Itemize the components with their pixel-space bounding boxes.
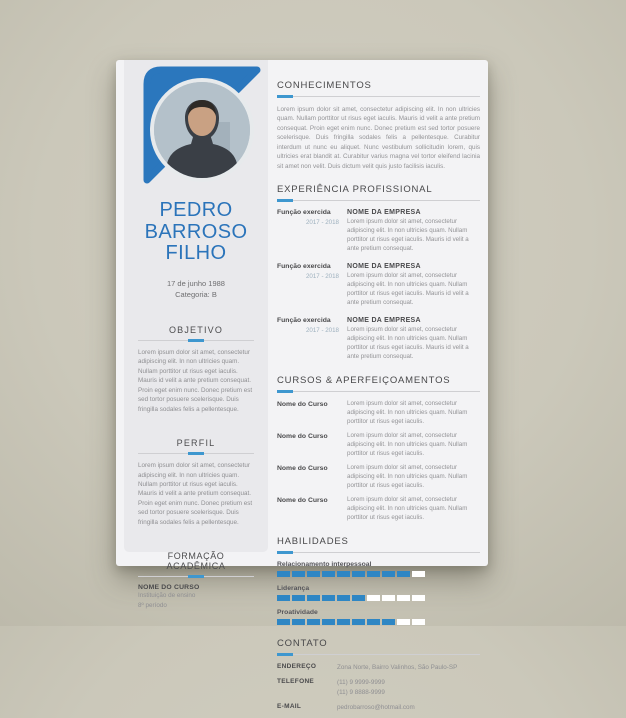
skill-bar-segment	[412, 595, 425, 601]
skill-bar-segment	[292, 595, 305, 601]
section-divider	[277, 96, 480, 97]
section-conhecimentos	[277, 80, 480, 171]
email-value: pedrobarroso@hotmail.com	[337, 704, 415, 711]
contact-row-address	[277, 663, 480, 672]
course-name: NOME DO CURSO	[138, 584, 200, 592]
course-description: Lorem ipsum dolor sit amet, consectetur adipiscing elit. In non ultricies quam. Nullam porttitor ut risus eget iaculis.	[347, 495, 468, 521]
job-role: Função exercida	[277, 263, 331, 270]
course-name: Nome do Curso	[277, 496, 328, 504]
section-divider	[138, 576, 254, 577]
license-category: Categoria: B	[175, 290, 217, 300]
name-line: PEDRO	[159, 199, 233, 221]
name-line: BARROSO	[144, 220, 248, 243]
contact-label: E-MAIL	[277, 703, 302, 710]
job-description: Lorem ipsum dolor sit amet, consectetur adipiscing elit. In non ultricies quam. Nullam porttitor ut risus eget iaculis. Mauris id velit a ante pretium consequat.	[347, 325, 469, 360]
skill-bar-segment	[367, 571, 380, 577]
skill-bar-segment	[337, 571, 350, 577]
course-description: Lorem ipsum dolor sit amet, consectetur adipiscing elit. In non ultricies quam. Nullam porttitor ut risus eget iaculis.	[347, 399, 468, 425]
skill-bar-segment	[412, 571, 425, 577]
section-text: Lorem ipsum dolor sit amet, consectetur adipiscing elit. In non ultricies quam. Nullam porttitor ut risus eget iaculis. Mauris id velit a ante pretium consequat. Proin eget enim nunc. Donec pretium est sed tortor posuere scelerisque. Duis fringilla sodales felis a pellentesque.	[138, 349, 253, 413]
skill-bar	[277, 595, 480, 601]
skill-bar-segment	[277, 619, 290, 625]
job-role: Função exercida	[277, 316, 331, 324]
skill-bar-segment	[322, 595, 335, 601]
address-value: Zona Norte, Bairro Valinhos, São Paulo-SP	[337, 663, 458, 671]
skill-bar	[277, 619, 480, 625]
name-line: FILHO	[165, 242, 227, 265]
course-description: Lorem ipsum dolor sit amet, consectetur adipiscing elit. In non ultricies quam. Nullam porttitor ut risus eget iaculis.	[347, 431, 468, 457]
course-name: Nome do Curso	[277, 464, 328, 472]
skill-bar-segment	[307, 619, 320, 625]
course-row	[277, 496, 480, 523]
sidebar	[124, 60, 268, 609]
course-name: Nome do Curso	[277, 400, 328, 408]
skill-bar-segment	[352, 595, 365, 601]
skill-bar	[277, 571, 480, 577]
section-title: HABILIDADES	[277, 535, 349, 547]
skill-bar-segment	[352, 571, 365, 577]
skill-name: Liderança	[277, 584, 310, 592]
skill-bar-segment	[382, 595, 395, 601]
course-row	[277, 464, 480, 491]
skill-bar-segment	[307, 595, 320, 601]
skill-name: Relacionamento interpessoal	[277, 560, 372, 568]
skill-bar-segment	[292, 571, 305, 577]
phone-value	[337, 678, 480, 697]
skill-bar-segment	[367, 619, 380, 625]
experience-entry	[277, 263, 480, 308]
company-name: NOME DA EMPRESA	[347, 209, 421, 217]
resume-page	[116, 60, 488, 711]
skill-bar-segment	[352, 619, 365, 625]
experience-entry	[277, 317, 480, 362]
section-objetivo	[124, 325, 268, 414]
skill-bar-segment	[367, 595, 380, 601]
contact-row-email	[277, 703, 480, 712]
section-title: PERFIL	[176, 438, 216, 449]
contact-label: TELEFONE	[277, 678, 315, 686]
skill-bar-segment	[397, 571, 410, 577]
section-divider	[277, 654, 480, 655]
section-cursos	[277, 375, 480, 523]
skill-bar-segment	[337, 619, 350, 625]
job-period: 2017 - 2018	[305, 326, 339, 334]
section-title: FORMAÇÃO ACADÊMICA	[166, 551, 226, 572]
main-column	[277, 80, 480, 718]
birth-date: 17 de junho 1988	[167, 278, 225, 288]
company-name: NOME DA EMPRESA	[347, 263, 421, 270]
contact-row-phone	[277, 678, 480, 697]
section-title: CONHECIMENTOS	[277, 80, 372, 91]
section-formacao-academica	[124, 551, 268, 610]
section-title: CURSOS & APERFEIÇOAMENTOS	[277, 374, 451, 386]
section-contato	[277, 638, 480, 713]
skill-bar-segment	[397, 619, 410, 625]
skill-item	[277, 609, 480, 625]
photo-block	[124, 60, 268, 190]
course-description: Lorem ipsum dolor sit amet, consectetur adipiscing elit. In non ultricies quam. Nullam porttitor ut risus eget iaculis.	[347, 463, 468, 489]
job-period: 2017 - 2018	[305, 219, 339, 227]
phone-line-2: (11) 9 8888-9999	[337, 688, 385, 696]
personal-meta	[124, 278, 268, 301]
course-name: Nome do Curso	[277, 432, 328, 440]
job-description: Lorem ipsum dolor sit amet, consectetur adipiscing elit. In non ultricies quam. Nullam porttitor ut risus eget iaculis. Mauris id velit a ante pretium consequat.	[347, 272, 469, 306]
skill-bar-segment	[382, 619, 395, 625]
course-row	[277, 432, 480, 459]
section-text: Lorem ipsum dolor sit amet, consectetur adipiscing elit. In non ultricies quam. Nullam porttitor ut risus eget iaculis. Mauris id velit a ante pretium consequat. Proin eget enim nunc. Donec pretium est sed tortor posuere scelerisque. Duis fringilla sodales felis a pellentesque.	[138, 462, 253, 526]
skill-bar-segment	[412, 619, 425, 625]
skill-bar-segment	[382, 571, 395, 577]
course-row	[277, 400, 480, 427]
skill-bar-segment	[277, 571, 290, 577]
course-period: 8º período	[138, 601, 167, 609]
section-title: EXPERIÊNCIA PROFISSIONAL	[277, 184, 433, 196]
skill-item	[277, 585, 480, 601]
section-divider	[277, 552, 480, 553]
skills-list	[277, 561, 480, 625]
experience-entry	[277, 209, 480, 254]
job-period: 2017 - 2018	[305, 273, 339, 280]
skill-item	[277, 561, 480, 577]
skill-name: Proatividade	[277, 608, 318, 616]
skill-bar-segment	[292, 619, 305, 625]
section-experiencia	[277, 184, 480, 362]
section-perfil	[124, 438, 268, 527]
section-divider	[277, 200, 480, 201]
skill-bar-segment	[397, 595, 410, 601]
job-description: Lorem ipsum dolor sit amet, consectetur adipiscing elit. In non ultricies quam. Nullam porttitor ut risus eget iaculis. Mauris id velit a ante pretium consequat.	[347, 218, 469, 253]
profile-photo	[150, 78, 254, 182]
section-divider	[277, 391, 480, 392]
skill-bar-segment	[337, 595, 350, 601]
section-habilidades	[277, 536, 480, 625]
contact-label: ENDEREÇO	[277, 662, 317, 670]
candidate-name	[124, 200, 268, 265]
company-name: NOME DA EMPRESA	[347, 316, 421, 324]
section-title: CONTATO	[277, 637, 328, 649]
section-text: Lorem ipsum dolor sit amet, consectetur adipiscing elit. In non ultricies quam. Nullam porttitor ut risus eget iaculis. Mauris id velit a ante pretium consequat. Proin eget enim nunc. Donec pretium est sed tortor posuere scelerisque. Duis fringilla sodales felis a pellentesque. Curabitur interdum ut nunc eu aliquet. Nunc vestibulum sollicitudin lorem, quis ultricies erat blandit at. Curabitur varius magna vel tortor eleifend lacinia sit amet non velit. Duis dictum velit quis justo facilisis iaculis.	[277, 106, 480, 170]
section-divider	[138, 340, 254, 341]
skill-bar-segment	[277, 595, 290, 601]
section-divider	[138, 453, 254, 454]
skill-bar-segment	[322, 571, 335, 577]
phone-line-1: (11) 9 9999-9999	[337, 679, 385, 687]
skill-bar-segment	[307, 571, 320, 577]
course-institution: Instituição de ensino	[138, 592, 196, 600]
job-role: Função exercida	[277, 209, 331, 217]
section-title: OBJETIVO	[168, 325, 224, 336]
skill-bar-segment	[322, 619, 335, 625]
